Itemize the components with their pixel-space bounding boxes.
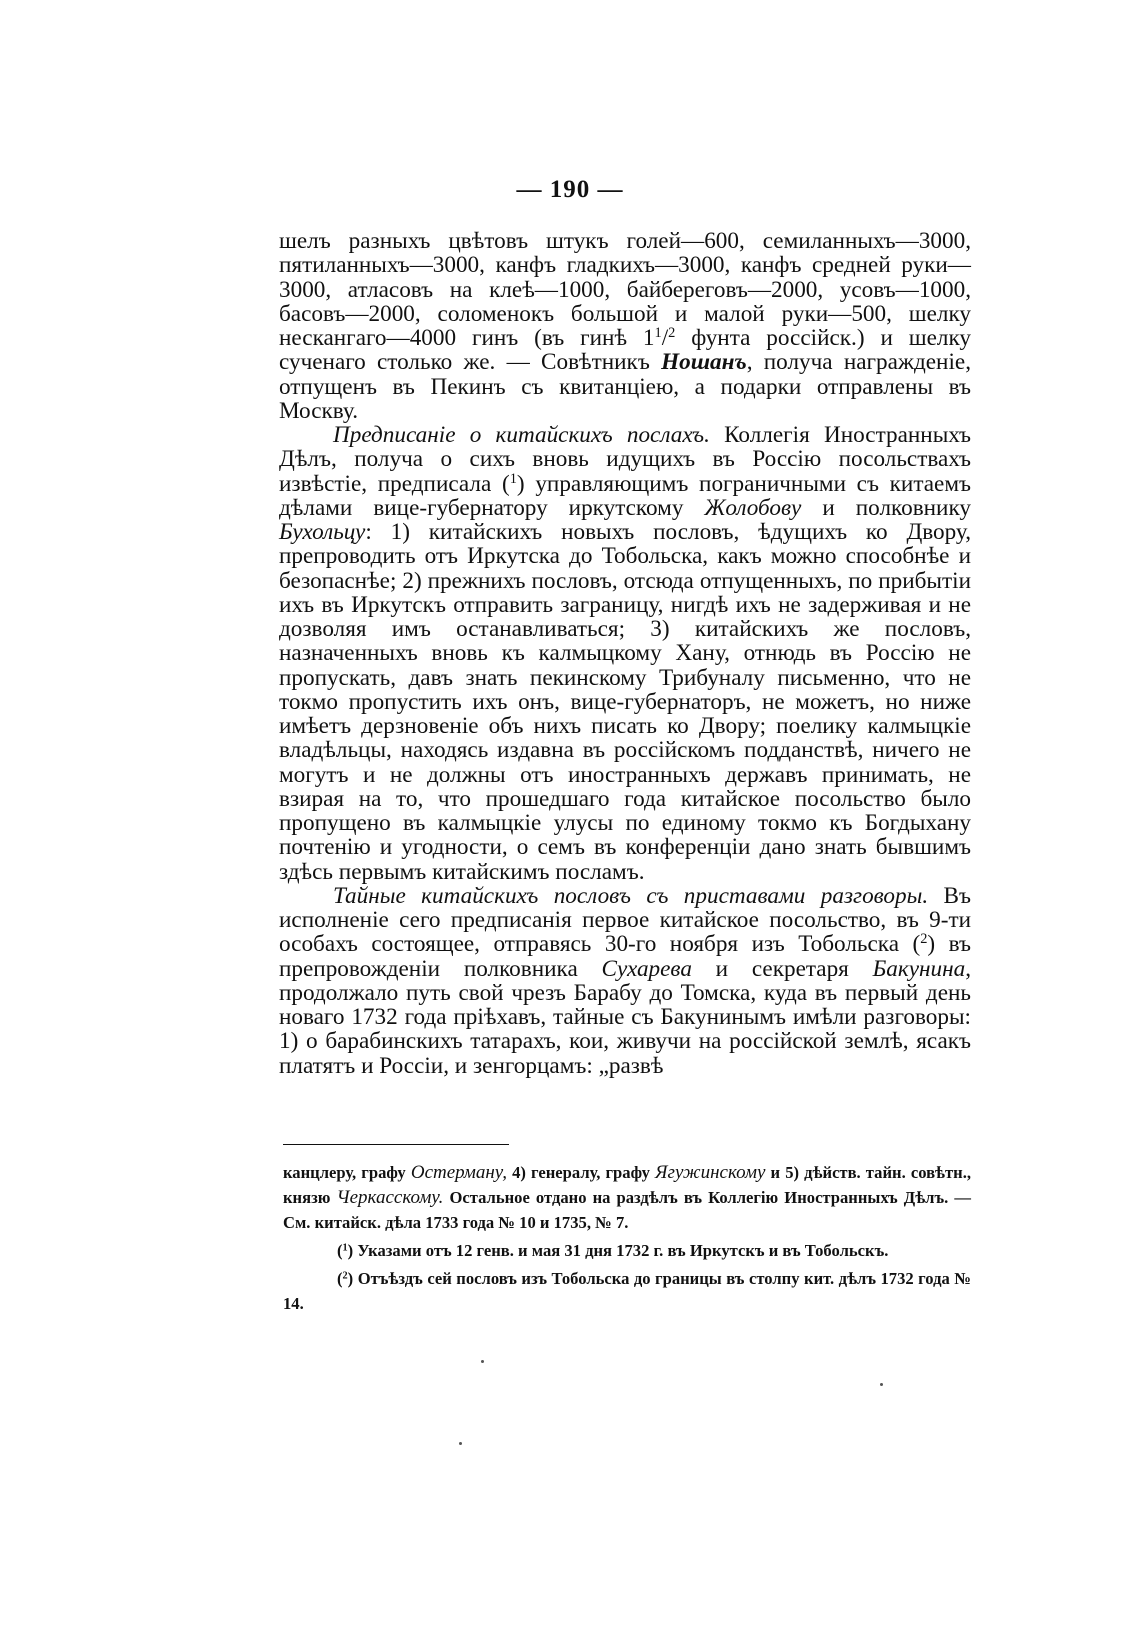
footnotes [283, 1160, 971, 1319]
text-run: и полковнику [801, 494, 971, 521]
superscript-marker: 1 [509, 470, 517, 487]
main-text [279, 229, 971, 1078]
superscript-marker: 2 [920, 931, 928, 948]
text-run: ) въ препровожденіи полковника [279, 931, 971, 982]
text-run: Остальное отдано на раздѣлъ въ Коллегію Иностранныхъ Дѣлъ. — См. китайск. дѣла 1733 года № 10 и 1735, № 7. [283, 1188, 971, 1232]
footnote-2 [283, 1266, 971, 1316]
text-run: Въ исполненіе сего предписанія первое китайское посольство, въ 9-ти особахъ состоящее, отправясь 30-го ноября изъ Тобольска ( [279, 882, 971, 958]
text-run: Коллегія Иностранныхъ Дѣлъ, получа о сихъ вновь идущихъ въ Россію посольствахъ извѣстіе, предписала ( [279, 422, 971, 497]
text-run: ( [337, 1241, 343, 1260]
italic-text: Бухольцу [279, 519, 366, 545]
paragraph-1 [279, 229, 971, 423]
italic-text: Жолобову [704, 494, 802, 521]
bold-italic-text: Ношанъ [661, 349, 747, 376]
text-run: / [661, 325, 669, 351]
superscript-marker: 2 [668, 325, 676, 342]
italic-text: Черкасскому. [336, 1187, 444, 1208]
text-run: , продолжало путь свой чрезъ Барабу до Томска, куда въ первый день новаго 1732 года пріѣхавъ, тайные съ Бакунинымъ имѣли разговоры: 1) о барабинскихъ татарахъ, кои, живучи на россійской землѣ, ясакъ платятъ и Россіи, и зенгорцамъ: „развѣ [279, 955, 971, 1079]
paragraph-2 [279, 423, 971, 884]
footnote-1 [283, 1238, 971, 1263]
superscript-marker: 1 [342, 1242, 348, 1254]
scan-speck [481, 1360, 484, 1363]
paragraph-3 [279, 884, 971, 1078]
page-number: — 190 — [516, 176, 624, 203]
text-run: фунта россійск.) и шелку сученаго столько же. — Совѣтникъ [279, 325, 971, 376]
superscript-marker: 2 [342, 1270, 348, 1282]
scan-speck [459, 1442, 462, 1445]
text-run: ) Указами отъ 12 генв. и мая 31 дня 1732 г. въ Иркутскъ и въ Тобольскъ. [347, 1241, 889, 1260]
text-run: шелъ разныхъ цвѣтовъ штукъ голей—600, семиланныхъ—3000, пятиланныхъ—3000, канфъ гладкихъ—3000, канфъ средней руки—3000, атласовъ на клеѣ—1000, байбереговъ—2000, усовъ—1000, басовъ—2000, соломенокъ большой и малой руки—500, шелку нескангаго—4000 гинъ (въ гинѣ 1 [279, 228, 971, 351]
footnote-divider [283, 1144, 509, 1145]
italic-text: Ягужинскому [655, 1162, 766, 1183]
italic-text: Сухарева [601, 955, 692, 982]
footnote-continued [283, 1160, 971, 1235]
text-run: 4) генералу, графу [507, 1163, 656, 1182]
text-run: : 1) китайскихъ новыхъ пословъ, ѣдущихъ ко Двору, препроводить отъ Иркутска до Тобольска, какъ можно способнѣе и безопаснѣе; 2) прежнихъ пословъ, отсюда отпущенныхъ, по прибытіи ихъ въ Иркутскъ отправить заграницу, нигдѣ ихъ не задерживая и не дозволяя имъ останавливаться; 3) китайскихъ же пословъ, назначенныхъ вновь къ калмыцкому Хану, отнюдь въ Россію не пропускать, давъ знать пекинскому Трибуналу письменно, что не токмо пропустить ихъ онъ, вице-губернаторъ, не можетъ, но ниже имѣетъ дерзновеніе объ нихъ писать ко Двору; поелику калмыцкіе владѣльцы, находясь издавна въ россійскомъ подданствѣ, ничего не могутъ и не должны отъ иностранныхъ державъ принимать, не взирая на то, что прошедшаго года китайское посольство было пропущено въ калмыцкіе улусы по единому токмо къ Богдыхану почтенію и угодности, о семъ въ конференціи дано знать бывшимъ здѣсь первымъ китайскимъ посламъ. [279, 519, 971, 885]
italic-text: Остерману, [410, 1162, 507, 1183]
text-run: канцлеру, графу [283, 1163, 411, 1182]
text-run: , получа награжденіе, отпущенъ въ Пекинъ съ квитанціею, а подарки отправлены въ Москву. [279, 349, 971, 424]
text-run: ) управляющимъ пограничными съ китаемъ дѣлами вице-губернатору иркутскому [279, 470, 971, 521]
italic-text: Тайные китайскихъ пословъ съ приставами разговоры. [333, 882, 929, 909]
italic-text: Бакунина [872, 955, 966, 982]
text-run: ( [337, 1269, 343, 1288]
scan-speck [880, 1383, 883, 1386]
italic-text: Предписаніе о китайскихъ послахъ. [333, 422, 710, 448]
text-run: ) Отъѣздъ сей пословъ изъ Тобольска до границы въ столпу кит. дѣлъ 1732 года № 14. [283, 1269, 971, 1313]
text-run: и 5) дѣйств. тайн. совѣтн., князю [283, 1163, 972, 1207]
text-run: и секретаря [691, 955, 873, 982]
superscript-marker: 1 [654, 325, 662, 342]
